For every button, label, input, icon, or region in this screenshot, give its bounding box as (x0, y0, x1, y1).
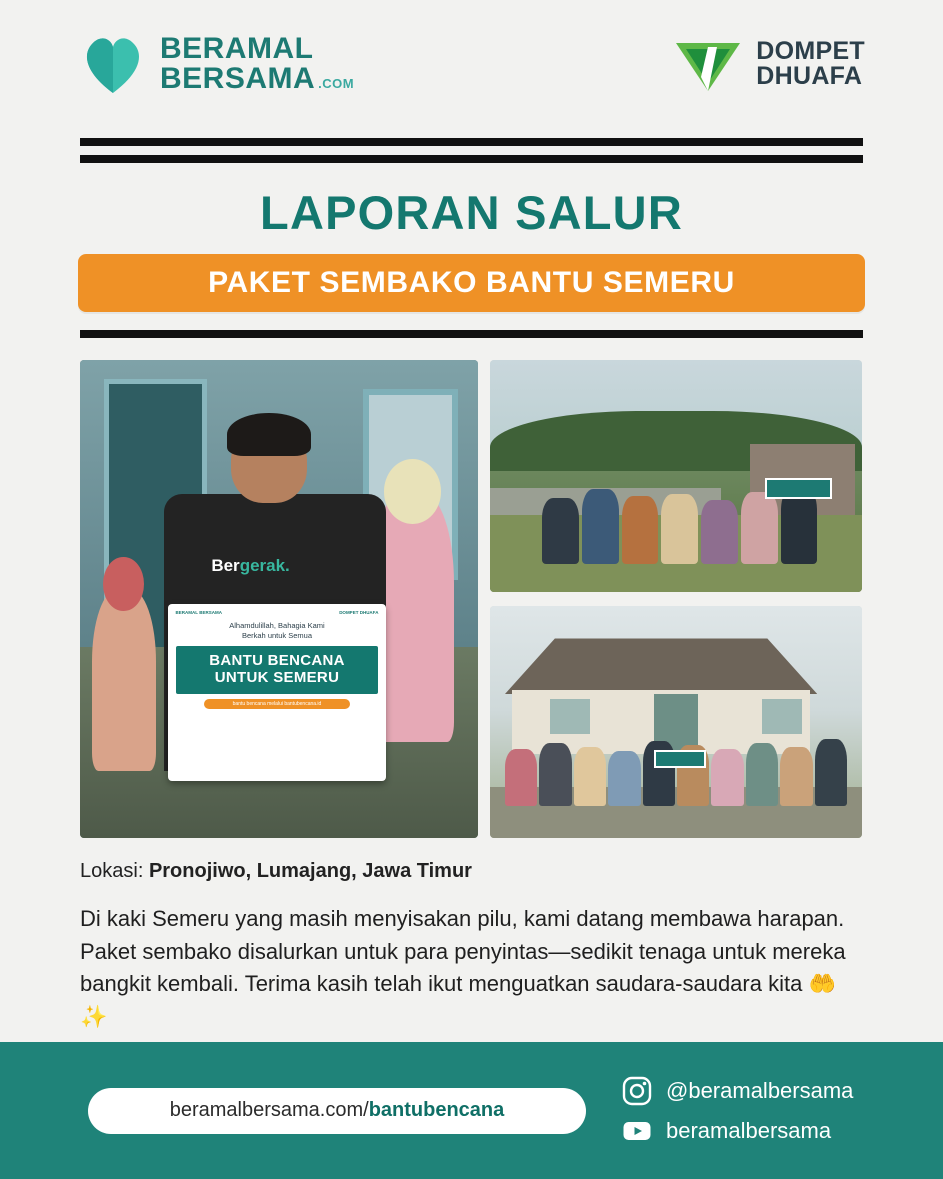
held-banner (168, 604, 387, 781)
recipients-group (542, 457, 817, 564)
banner-subtitle-line-1: Alhamdulillah, Bahagia Kami (229, 620, 325, 630)
photo-main (80, 360, 478, 838)
banner-headline (176, 646, 379, 694)
heart-icon (80, 33, 146, 95)
social-instagram[interactable] (622, 1076, 853, 1106)
brand-line-2 (160, 64, 354, 94)
photo-column-right (490, 360, 862, 838)
youtube-icon (622, 1116, 652, 1146)
person (542, 498, 579, 564)
url-bold: bantubencana (368, 1099, 505, 1121)
person (741, 492, 778, 565)
banner-brand-row (176, 610, 379, 615)
top-rules (0, 138, 943, 163)
photo-top-right-scene (490, 360, 862, 592)
url-prefix: beramalbersama.com/ (169, 1099, 369, 1121)
banner-sign (654, 750, 706, 769)
instagram-icon (622, 1076, 652, 1106)
person (711, 749, 743, 806)
youtube-handle: beramalbersama (666, 1117, 832, 1143)
person (608, 751, 640, 806)
dompet-dhuafa-logo (670, 33, 865, 95)
bystander-left (92, 589, 156, 771)
social-links (622, 1076, 853, 1146)
photo-top-right (490, 360, 862, 592)
banner-subtitle (229, 621, 324, 641)
location-label: Lokasi: (80, 860, 149, 882)
volunteer-hair (227, 413, 311, 456)
photo-bottom-right-scene (490, 606, 862, 838)
shirt-text-b: gerak. (239, 555, 290, 575)
banner-headline-line-2: UNTUK SEMERU (214, 669, 340, 687)
brand-line-1: BERAMAL (160, 32, 314, 65)
dd-line-2: DHUAFA (756, 62, 863, 90)
brand-dotcom: .COM (318, 76, 355, 91)
banner-sign (765, 478, 832, 499)
rule-line (80, 138, 863, 146)
person (746, 743, 778, 805)
instagram-handle: @beramalbersama (666, 1077, 854, 1103)
dompet-dhuafa-mark-icon (670, 33, 746, 95)
person (701, 500, 738, 564)
banner-brand-right: DOMPET DHUAFA (339, 609, 379, 615)
rule-line (80, 330, 863, 338)
footer (0, 1042, 943, 1179)
location-value: Pronojiwo, Lumajang, Jawa Timur (148, 860, 472, 882)
person (539, 743, 571, 805)
banner-headline-line-1: BANTU BENCANA (209, 652, 345, 670)
subtitle-text: PAKET SEMBAKO BANTU SEMERU (208, 266, 735, 299)
person (574, 747, 606, 805)
banner-footer: bantu bencana melalui bantubencana.id (204, 699, 350, 709)
banner-subtitle-line-2: Berkah untuk Semua (241, 630, 313, 640)
photo-collage (0, 360, 943, 838)
shirt-text-a: Ber (211, 555, 240, 575)
person (815, 739, 847, 805)
page-title: LAPORAN SALUR (260, 186, 683, 239)
person (780, 747, 812, 805)
dompet-dhuafa-wordmark (756, 36, 865, 90)
banner-brand-left: BERAMAL BERSAMA (175, 609, 222, 615)
subtitle-band (78, 254, 865, 312)
header (0, 0, 943, 128)
person (505, 749, 537, 806)
beramal-bersama-logo (80, 33, 354, 95)
brand-wordmark (160, 34, 354, 94)
brand-line-2-text: BERSAMA (160, 62, 316, 95)
social-youtube[interactable] (622, 1116, 853, 1146)
photo-bottom-right (490, 606, 862, 838)
rule-line (80, 155, 863, 163)
person (582, 489, 619, 564)
shirt-text (211, 556, 289, 576)
location-line (0, 860, 943, 883)
subtitle-band-wrap (0, 254, 943, 312)
body-paragraph: Di kaki Semeru yang masih menyisakan pilu, kami datang membawa harapan. Paket sembako disalurkan untuk para penyintas—sedikit tenaga untuk mereka bangkit kembali. Terima kasih telah ikut menguatkan saudara-saudara kita 🤲✨ (80, 906, 846, 1029)
house-roof (505, 638, 817, 694)
person (622, 496, 659, 564)
person (661, 494, 698, 564)
website-url-pill[interactable] (88, 1088, 586, 1134)
dd-line-1: DOMPET (756, 36, 865, 65)
photo-main-scene (80, 360, 478, 838)
bottom-rules (0, 330, 943, 338)
